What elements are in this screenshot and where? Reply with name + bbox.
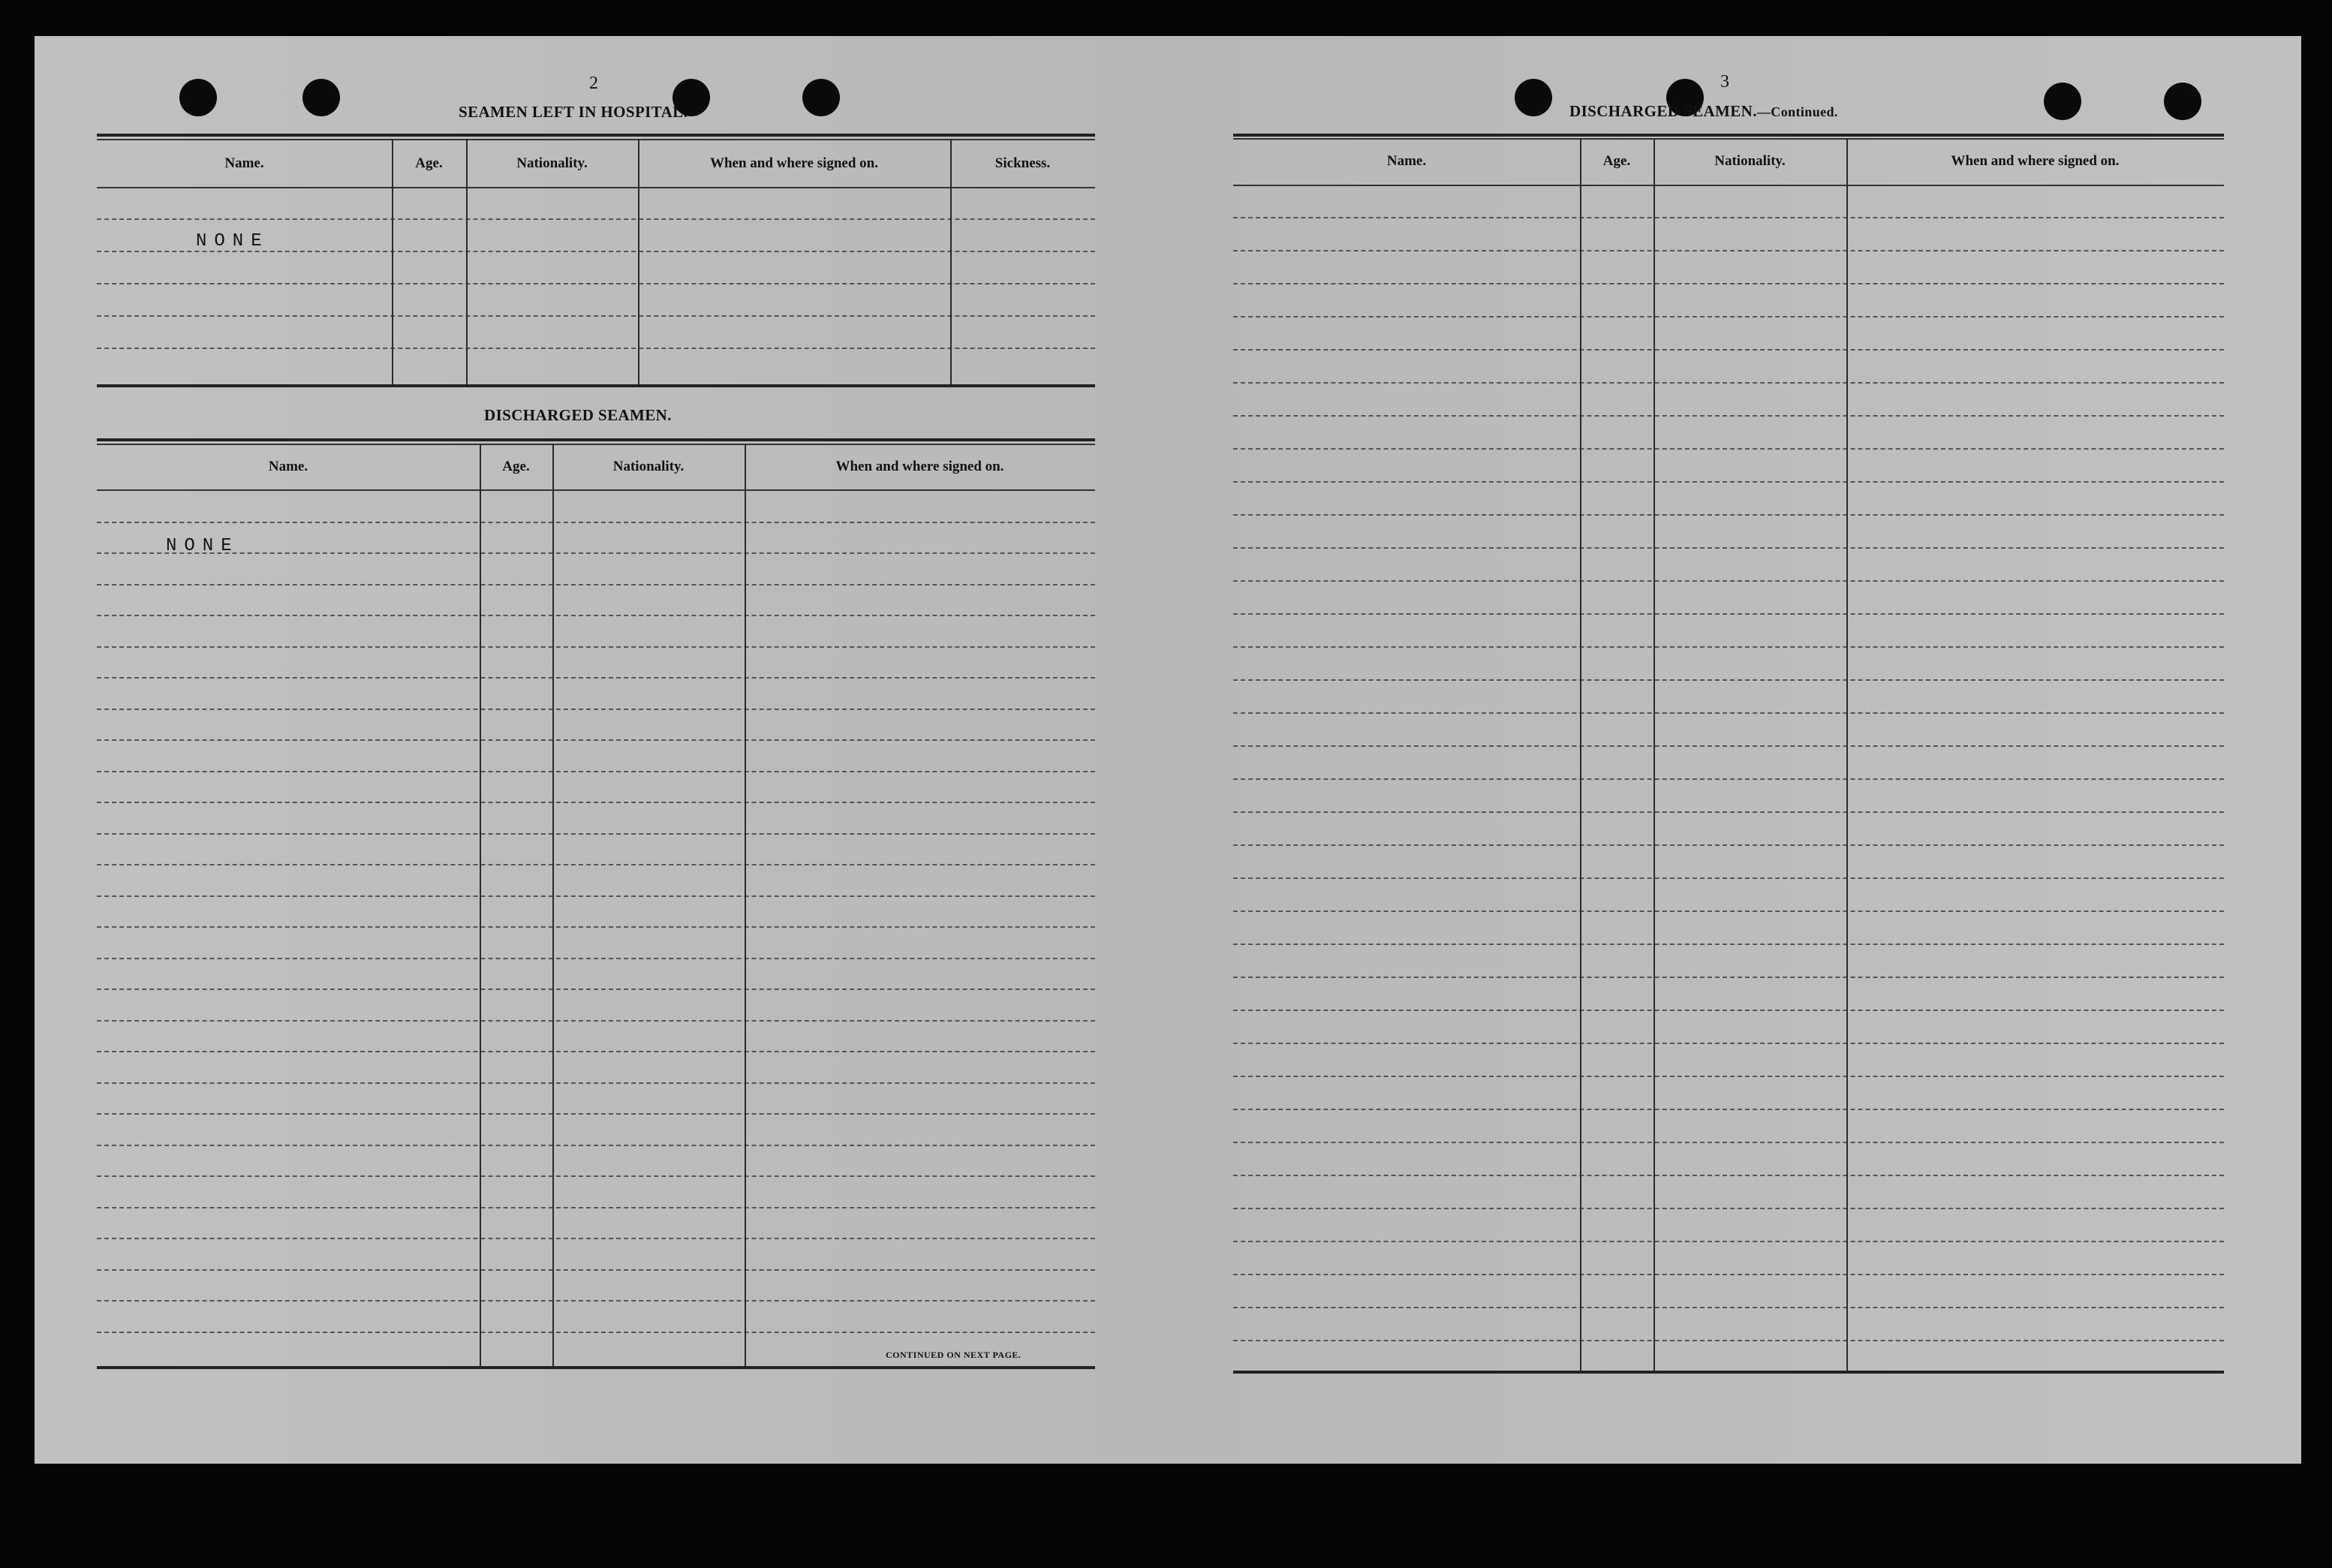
row-rule <box>97 315 1095 317</box>
row-rule <box>1233 1076 2224 1077</box>
row-rule <box>1233 448 2224 450</box>
row-rule <box>1233 977 2224 978</box>
row-rule <box>97 709 1095 710</box>
row-rule <box>97 1082 1095 1084</box>
row-rule <box>1233 547 2224 549</box>
row-rule <box>97 1020 1095 1022</box>
row-rule <box>1233 679 2224 681</box>
column-rule <box>466 139 468 384</box>
row-rule <box>1233 844 2224 846</box>
column-header-age: Age. <box>415 155 443 171</box>
row-rule <box>1233 415 2224 417</box>
row-rule <box>97 552 1095 554</box>
row-rule <box>97 348 1095 349</box>
row-rule <box>1233 1307 2224 1308</box>
row-rule <box>1233 580 2224 582</box>
column-rule <box>950 139 952 384</box>
row-rule <box>97 802 1095 803</box>
hospital-entry-none: NONE <box>196 231 269 251</box>
row-rule <box>1233 910 2224 912</box>
punch-hole <box>1515 79 1552 116</box>
continued-note: CONTINUED ON NEXT PAGE. <box>886 1350 1022 1360</box>
row-rule <box>1233 646 2224 648</box>
page-number-right: 3 <box>1720 72 1729 92</box>
column-header-name: Name. <box>1386 153 1427 169</box>
row-rule <box>1233 217 2224 218</box>
row-rule <box>97 864 1095 865</box>
row-rule <box>97 895 1095 897</box>
column-rule <box>392 139 393 384</box>
row-rule <box>1233 1043 2224 1044</box>
row-rule <box>97 646 1095 648</box>
row-rule <box>97 989 1095 990</box>
row-rule <box>97 522 1095 523</box>
row-rule <box>97 1175 1095 1177</box>
row-rule <box>97 771 1095 772</box>
row-rule <box>1233 481 2224 483</box>
row-rule <box>97 1207 1095 1208</box>
table-rule <box>97 489 1095 491</box>
document-sheet <box>35 36 2301 1464</box>
column-rule <box>638 139 639 384</box>
row-rule <box>97 1269 1095 1271</box>
column-rule <box>1580 138 1581 1372</box>
row-rule <box>1233 1175 2224 1176</box>
column-header-signed-on: When and where signed on. <box>709 155 878 171</box>
page-number-left: 2 <box>589 74 598 93</box>
discharged-table-left <box>97 438 1095 1384</box>
column-header-signed-on: When and where signed on. <box>1951 153 2120 169</box>
row-rule <box>1233 778 2224 780</box>
column-rule <box>1846 138 1848 1372</box>
row-rule <box>1233 250 2224 251</box>
row-rule <box>1233 877 2224 879</box>
table-rule <box>97 134 1095 137</box>
discharged-title-main: DISCHARGED SEAMEN. <box>1569 102 1757 120</box>
row-rule <box>1233 316 2224 318</box>
discharged-section-title: DISCHARGED SEAMEN. <box>484 406 672 424</box>
row-rule <box>1233 1340 2224 1341</box>
table-rule <box>97 187 1095 188</box>
column-header-nationality: Nationality. <box>612 459 685 474</box>
column-header-nationality: Nationality. <box>1714 153 1786 169</box>
row-rule <box>97 283 1095 284</box>
column-header-nationality: Nationality. <box>516 155 588 171</box>
column-header-age: Age. <box>502 459 530 474</box>
column-header-name: Name. <box>268 459 308 474</box>
row-rule <box>1233 1208 2224 1209</box>
table-rule <box>97 384 1095 387</box>
column-rule <box>1653 138 1655 1372</box>
row-rule <box>1233 745 2224 747</box>
row-rule <box>97 677 1095 679</box>
row-rule <box>97 615 1095 616</box>
row-rule <box>1233 712 2224 714</box>
row-rule <box>1233 1142 2224 1143</box>
row-rule <box>97 1051 1095 1052</box>
table-rule <box>1233 138 2224 140</box>
row-rule <box>1233 1109 2224 1110</box>
row-rule <box>97 218 1095 220</box>
column-header-signed-on: When and where signed on. <box>835 459 1004 474</box>
punch-hole <box>2164 83 2201 120</box>
row-rule <box>97 1113 1095 1115</box>
row-rule <box>97 739 1095 741</box>
row-rule <box>97 1238 1095 1239</box>
discharged-entry-none: NONE <box>166 536 239 556</box>
table-rule <box>1233 185 2224 186</box>
table-rule <box>1233 1371 2224 1374</box>
column-header-age: Age. <box>1602 153 1631 169</box>
row-rule <box>1233 283 2224 284</box>
punch-hole <box>2044 83 2081 120</box>
hospital-section-title: SEAMEN LEFT IN HOSPITAL. <box>459 103 688 121</box>
table-rule <box>97 139 1095 140</box>
column-rule <box>480 444 481 1366</box>
row-rule <box>1233 613 2224 615</box>
row-rule <box>97 926 1095 928</box>
table-rule <box>97 1366 1095 1369</box>
row-rule <box>97 1145 1095 1146</box>
row-rule <box>97 584 1095 585</box>
table-rule <box>97 438 1095 441</box>
discharged-title-suffix: —Continued. <box>1756 104 1838 119</box>
column-header-sickness: Sickness. <box>994 155 1051 171</box>
row-rule <box>1233 1274 2224 1275</box>
discharged-table-right <box>1233 134 2224 1384</box>
column-header-name: Name. <box>224 155 264 171</box>
hospital-table <box>97 134 1095 395</box>
punch-hole <box>302 79 340 116</box>
row-rule <box>1233 1010 2224 1011</box>
row-rule <box>1233 944 2224 945</box>
row-rule <box>97 1300 1095 1302</box>
table-rule <box>1233 134 2224 137</box>
punch-hole <box>802 79 840 116</box>
column-rule <box>745 444 746 1366</box>
row-rule <box>1233 514 2224 516</box>
row-rule <box>1233 1241 2224 1242</box>
row-rule <box>1233 811 2224 813</box>
table-rule <box>97 444 1095 445</box>
row-rule <box>1233 349 2224 351</box>
row-rule <box>97 958 1095 959</box>
row-rule <box>97 1332 1095 1333</box>
row-rule <box>97 833 1095 835</box>
row-rule <box>1233 382 2224 384</box>
discharged-continued-title <box>1569 102 1838 121</box>
column-rule <box>552 444 554 1366</box>
punch-hole <box>179 79 217 116</box>
